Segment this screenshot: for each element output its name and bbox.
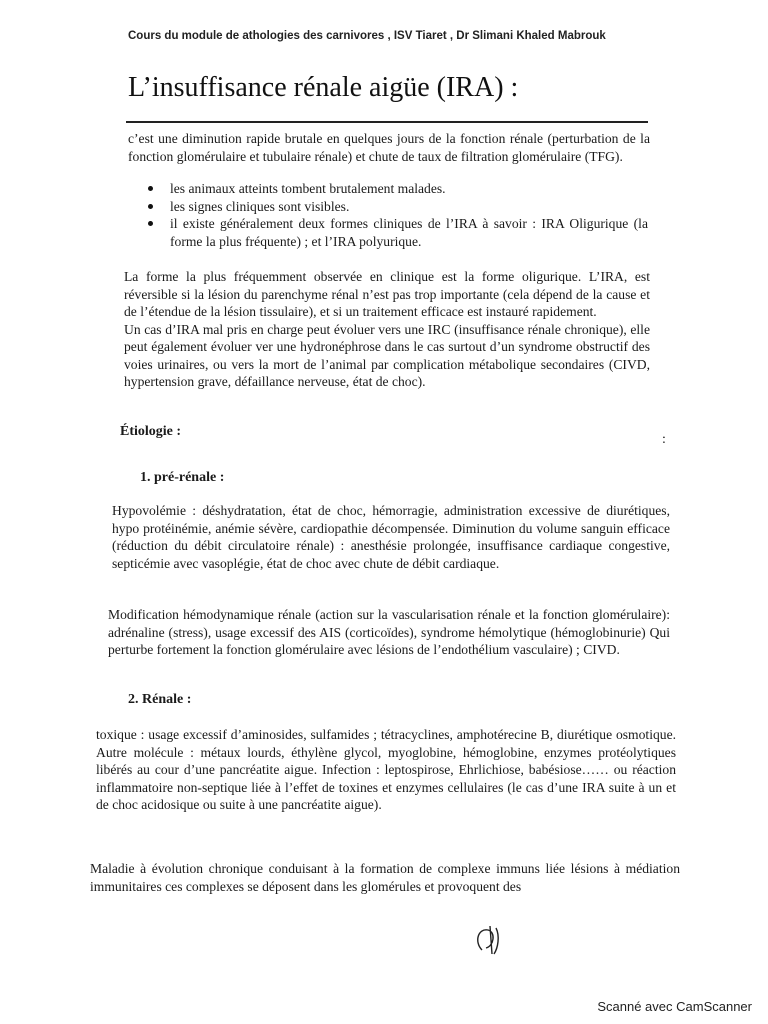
section-heading-renal: 2. Rénale : <box>128 692 192 707</box>
section-heading-prerenal: 1. pré-rénale : <box>140 470 225 485</box>
title-underline <box>126 121 648 123</box>
paragraph-text: toxique : usage excessif d’aminosides, sulfamides ; tétracyclines, amphotérecine B, diurétique osmotique. Autre molécule : métaux lourds, éthylène glycol, myoglobine, hémoglobine, enzymes protéolytiques libérés au cour d’une pancréatite aigue. Infection : leptospirose, Ehrlichiose, babésiose…… ou réaction inflammatoire non-septique liée à l’effet de toxines et enzymes cellulaires (le cas d’une IRA suite à un et de choc acidosique ou suite à une pancréatite aigue). <box>96 727 676 812</box>
stray-colon: : <box>662 432 666 447</box>
list-item-text: les animaux atteints tombent brutalement malades. <box>170 181 446 196</box>
list-item-text: il existe généralement deux formes cliniques de l’IRA à savoir : IRA Oligurique (la forme la plus fréquente) ; et l’IRA polyurique. <box>170 216 648 249</box>
intro-text: c’est une diminution rapide brutale en quelques jours de la fonction rénale (perturbation de la fonction glomérulaire et tubulaire rénale) et chute de taux de filtration glomérulaire (TFG). <box>128 131 650 164</box>
bullet-icon <box>148 221 153 226</box>
paragraph-text: Un cas d’IRA mal pris en charge peut évoluer vers une IRC (insuffisance rénale chronique), elle peut également évoluer ver une hydronéphrose dans le cas surtout d’un syndrome obstructif des voies urinaires, ou vers la mort de l’animal par complication métabolique secondaires (CIVD, hypertension grave, défaillance nerveuse, état de choc). <box>124 321 650 389</box>
paragraph-text: Modification hémodynamique rénale (action sur la vascularisation rénale et la fonction glomérulaire): adrénaline (stress), usage excessif des AIS (corticoïdes), syndrome hémolytique (hémoglobinurie) Qui perturbe fortement la fonction glomérulaire avec lésions de l’endothélium vasculaire) ; CIVD. <box>108 607 670 657</box>
page-title: L’insuffisance rénale aigüe (IRA) : <box>128 72 519 103</box>
bullet-icon <box>148 204 153 209</box>
paragraph-text: Hypovolémie : déshydratation, état de choc, hémorragie, administration excessive de diurétiques, hypo protéinémie, anémie sévère, cardiopathie décompensée. Diminution du volume sanguin efficace (réduction du débit circulatoire rénale) : anesthésie prolongée, insuffisance cardiaque congestive, septicémie avec vasoplégie, état de choc avec chute de débit cardiaque. <box>112 503 670 571</box>
paragraph-text: Maladie à évolution chronique conduisant à la formation de complexe immuns liée lésions à médiation immunitaires ces complexes se déposent dans les glomérules et provoquent des <box>90 861 680 894</box>
course-header: Cours du module de athologies des carnivores , ISV Tiaret , Dr Slimani Khaled Mabrouk <box>128 30 606 42</box>
bullet-icon <box>148 186 153 191</box>
prerenal-paragraph-1 <box>112 502 670 572</box>
forms-paragraph <box>124 268 650 391</box>
list-item <box>148 180 648 198</box>
list-item <box>148 215 648 250</box>
symptom-list <box>148 180 648 250</box>
paragraph-text: La forme la plus fréquemment observée en clinique est la forme oligurique. L’IRA, est réversible si la lésion du parenchyme rénal n’est pas trop importante (cela dépend de la cause et de l’étendue de la lésion tissulaire), et si un traitement efficace est instauré rapidement. <box>124 269 650 319</box>
signature-mark-icon <box>470 920 510 960</box>
prerenal-paragraph-2 <box>108 606 670 659</box>
scanner-watermark: Scanné avec CamScanner <box>597 999 752 1014</box>
list-item <box>148 198 648 216</box>
renal-paragraph-2 <box>90 860 680 895</box>
intro-paragraph <box>128 130 650 165</box>
renal-paragraph-1 <box>96 726 676 814</box>
etiology-heading: Étiologie : <box>120 424 182 439</box>
list-item-text: les signes cliniques sont visibles. <box>170 198 350 214</box>
